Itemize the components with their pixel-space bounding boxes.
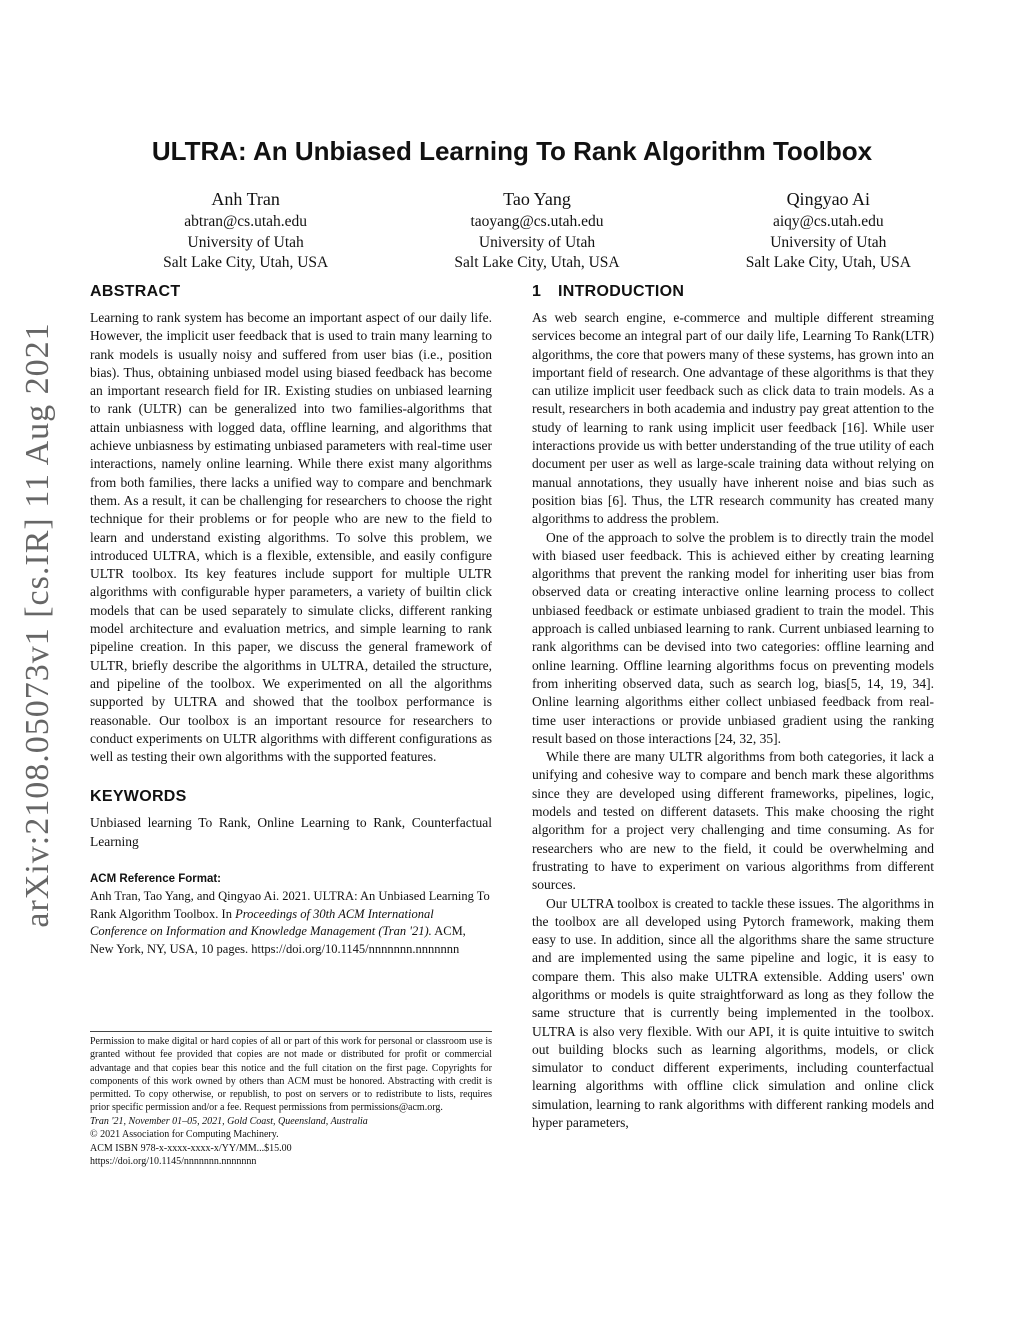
acm-reference-heading: ACM Reference Format: [90,873,221,886]
author-location: Salt Lake City, Utah, USA [745,254,911,271]
permission-text: Permission to make digital or hard copies of all or part of this work for personal or classroom use is granted without fee provided that copies are not made or distributed for profit or commercial advantage and that copies bear this notice and the full citation on the first page. Copyrights for components of this work owned by others than ACM must be honored. Abstracting with credit is permitted. To copy otherwise, or republish, to post on servers or to redistribute to lists, requires prior specific permission and/or a fee. Request permissions from permissions@acm.org. [90,1036,492,1114]
paper-title: ULTRA: An Unbiased Learning To Rank Algorithm Toolbox [151,136,873,166]
author-location: Salt Lake City, Utah, USA [454,254,620,271]
acm-reference-text [90,888,492,958]
right-column [532,283,934,1132]
intro-paragraph-1: As web search engine, e-commerce and multiple different streaming services become an integral part of our daily life, Learning To Rank(LTR) algorithms, the core that powers many of these systems, has grown into an important field of research. One advantage of these algorithms is that they can utilize implicit user feedback such as click data to train models. As a result, researchers in both academia and industry pay great attention to the study of learning to rank using implicit user feedback [16]. While user interactions provide us with better understanding of the true utility of each document per user as well as large-scale training data without relying on manual annotations, they usually have inherent noise and bias such as position bias [6]. Thus, the LTR research community has created many algorithms to address the problem. [532,310,934,527]
section-number: 1 [532,283,542,300]
intro-paragraph-4: Our ULTRA toolbox is created to tackle these issues. The algorithms in the toolbox are all developed using Pytorch framework, making them easy to use. In addition, since all the algorithms share the same structure and are implemented using the same pipeline and logic, it is easy to compare them. This also make ULTRA extensible. Adding users' own algorithms or models is quite straightforward as long as they follow the same structure that is currently being implemented in the toolbox. ULTRA is also very flexible. With our API, it is quite intuitive to switch out building blocks such as learning algorithms, models, or click simulator to conduct different experiments, including counterfactual learning algorithms with offline click simulation and online click simulation, learning to rank algorithms with different ranking models and hyper parameters, [532,895,934,1131]
conference-line: Tran '21, November 01–05, 2021, Gold Coast, Queensland, Australia [90,1115,368,1127]
acm-reference-venue: Proceedings of 30th ACM International Conference on Information and Knowledge Management (Tran '21). [90,906,434,939]
author-3 [683,188,974,274]
introduction-heading [532,283,934,301]
author-affiliation: University of Utah [478,233,596,251]
abstract-heading: ABSTRACT [90,283,181,300]
author-2 [391,188,682,274]
author-block [100,188,974,274]
author-email: aiqy@cs.utah.edu [772,213,884,230]
intro-paragraph-3: While there are many ULTR algorithms from both categories, it lack a unifying and cohesive way to compare and bench mark these algorithms since they are developed using different frameworks, pipelines, logic, models and tested on different datasets. This make choosing the right algorithm for a project very challenging and time consuming. As for researchers who are new to the field, it could be overwhelming and frustrating to have to experiment on various algorithms from different sources. [532,749,934,893]
author-affiliation: University of Utah [187,233,304,251]
author-location: Salt Lake City, Utah, USA [163,254,329,271]
author-name: Anh Tran [211,189,280,209]
author-email: taoyang@cs.utah.edu [470,213,604,230]
arxiv-identifier: arXiv:2108.05073v1 [cs.IR] 11 Aug 2021 [19,322,56,928]
author-1 [100,188,391,274]
abstract-text: Learning to rank system has become an important aspect of our daily life. However, the implicit user feedback that is used to train many learning to rank models is usually noisy and suffered from user bias (i.e., position bias). Thus, obtaining unbiased model using biased feedback has become an important research field for IR. Existing studies on unbiased learning to rank (ULTR) can be generalized into two families-algorithms that attain unbiasness with logged data, offline learning, and algorithms that achieve unbiasness by estimating unbiased parameters with real-time user interactions, namely online learning. While there exist many algorithms from both families, there lacks a unified way to compare and benchmark them. As a result, it can be challenging for researchers to choose the right technique for their problems or for people who are new to the field to learn and understand existing algorithms. To solve this problem, we introduced ULTRA, which is a flexible, extensible, and easily configure ULTR toolbox. Its key features include support for multiple ULTR algorithms with configurable hyper parameters, a variety of builtin click models that can be used separately to simulate clicks, different ranking model architecture and evaluation metrics, and simple learning to rank pipeline creation. In this paper, we discuss the general framework of ULTR, briefly describe the algorithms in ULTRA, detailed the structure, and pipeline of the toolbox. We experimented on all the algorithms supported by ULTRA and showed that the toolbox performance is reasonable. Our toolbox is an important resource for researchers to conduct experiments on ULTR algorithms with different configurations as well as testing their own algorithms with the supported features. [90,310,492,765]
permission-footnote [90,1031,492,1169]
footnote-rule [90,1031,492,1032]
left-column [90,283,492,958]
intro-paragraph-2: One of the approach to solve the problem is to directly train the model with biased user feedback. This is achieved either by creating learning algorithms that prevent the ranking model for inheriting user bias from observed data or creating interactive online learning process to collect unbiased feedback or estimate unbiased gradient to train the model. This approach is called unbiased learning to rank. Current unbiased learning to rank algorithms can be devised into two categories: offline learning and online learning. Offline learning algorithms focus on preventing models from inheriting observed data, such as search log, bias[5, 14, 19, 34]. Online learning algorithms either collect unbiased feedback from real-time user interactions or provide unbiased gradient using the ranking result based on those interactions [24, 32, 35]. [532,529,934,746]
keywords-text: Unbiased learning To Rank, Online Learning to Rank, Counterfactual Learning [90,815,492,849]
section-title: INTRODUCTION [558,283,685,300]
author-affiliation: University of Utah [770,233,887,251]
acm-reference-prefix: Anh Tran, Tao Yang, and Qingyao Ai. 2021. ULTRA: An Unbiased Learning To Rank Algorithm Toolbox. In [90,889,490,921]
author-name: Tao Yang [503,189,571,209]
doi-line: https://doi.org/10.1145/nnnnnnn.nnnnnnn [90,1156,257,1168]
keywords-heading: KEYWORDS [90,788,187,806]
author-email: abtran@cs.utah.edu [184,213,308,230]
author-name: Qingyao Ai [786,189,871,209]
acm-reference-suffix: ACM, New York, NY, USA, 10 pages. https://doi.org/10.1145/nnnnnnn.nnnnnnn [90,924,466,956]
isbn-line: ACM ISBN 978-x-xxxx-xxxx-x/YY/MM...$15.00 [90,1142,292,1154]
copyright-line: © 2021 Association for Computing Machinery. [90,1129,279,1141]
